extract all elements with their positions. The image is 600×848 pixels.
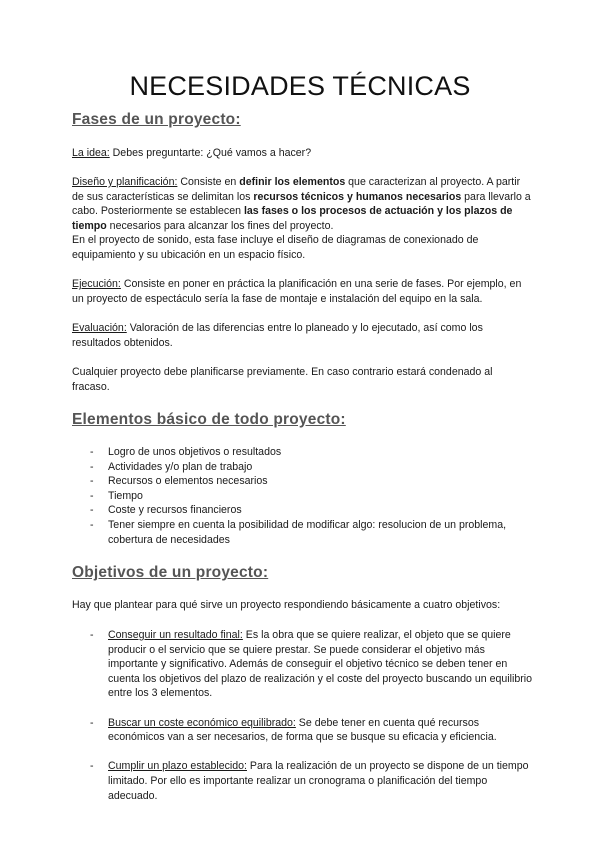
- objetivo-text: Se debe tener en cuenta qué recursos económicos van a ser necesarios, de forma que se busque su eficacia y eficiencia.: [108, 716, 497, 744]
- objetivos-intro: Hay que plantear para qué sirve un proyecto respondiendo básicamente a cuatro objetivos:: [72, 599, 501, 611]
- objetivo-text: Es la obra que se quiere realizar, el objeto que se quiere producir o el servicio que se quiere prestar. Se puede considerar el objetivo más importante y significativo. Además de conseguir el objetivo técnico se deben tener en cuenta los objetivos del plazo de realización y el coste del proyecto buscando un equilibrio entre los 3 elementos.: [108, 629, 533, 700]
- fase-diseno-text-2: que caracterizan al proyecto. A partir de sus características se delimitan los: [72, 176, 521, 203]
- list-item: - Tiempo: [72, 489, 542, 504]
- list-item: - Actividades y/o plan de trabajo: [72, 460, 542, 475]
- objetivos-heading: Objetivos de un proyecto:: [72, 564, 269, 581]
- list-item: - Coste y recursos financieros: [72, 503, 542, 518]
- list-item: [72, 759, 532, 803]
- objetivo-text: Para la realización de un proyecto se dispone de un tiempo limitado. Por ello es importante realizar un cronograma o planificación del tiempo adecuado.: [108, 760, 529, 802]
- fase-diseno-text-3: para llevarlo a cabo. Posteriormente se establecen: [72, 190, 531, 218]
- page-title: NECESIDADES TÉCNICAS: [129, 71, 471, 101]
- fase-ejecucion-label: Ejecución:: [72, 278, 121, 290]
- fases-heading: Fases de un proyecto:: [72, 111, 241, 128]
- fase-diseno-text-4: necesarios para alcanzar los fines del proyecto.: [106, 219, 334, 232]
- list-item: - Tener siempre en cuenta la posibilidad de modificar algo: resolucion de un problema, cobertura de necesidades: [72, 518, 542, 547]
- fase-evaluacion-label: Evaluación:: [72, 322, 127, 334]
- list-item: - Recursos o elementos necesarios: [72, 474, 542, 489]
- fases-cierre: Cualquier proyecto debe planificarse previamente. En caso contrario estará condenado al fracaso.: [72, 366, 493, 393]
- fase-idea-text: Debes preguntarte: ¿Qué vamos a hacer?: [109, 147, 312, 159]
- fase-ejecucion-text: Consiste en poner en práctica la planificación en una serie de fases. Por ejemplo, en un proyecto de espectáculo sería la fase de montaje e instalación del equipo en la sala.: [72, 278, 522, 305]
- objetivo-label: Buscar un coste económico equilibrado:: [108, 716, 296, 729]
- elementos-heading: Elementos básico de todo proyecto:: [72, 411, 346, 428]
- fase-diseno-bold-3: las fases o los procesos de actuación y los plazos de tiempo: [72, 205, 513, 232]
- fase-diseno-text-1: Consiste en: [177, 176, 240, 188]
- objetivo-label: Conseguir un resultado final:: [108, 629, 243, 641]
- fase-idea-label: La idea:: [72, 147, 110, 159]
- list-item: - Logro de unos objetivos o resultados: [72, 445, 542, 460]
- objetivo-label: Cumplir un plazo establecido:: [108, 760, 247, 773]
- fase-diseno-bold-1: definir los elementos: [239, 176, 346, 188]
- fase-idea: [72, 146, 532, 161]
- fase-diseno-bold-2: recursos técnicos y humanos necesarios: [253, 190, 462, 203]
- list-item: [72, 716, 532, 745]
- fase-diseno-label: Diseño y planificación:: [72, 176, 178, 188]
- fase-diseno-text-5: En el proyecto de sonido, esta fase incluye el diseño de diagramas de conexionado de equipamiento y su ubicación en un espacio físico.: [72, 234, 479, 261]
- fase-ejecucion: [72, 277, 532, 306]
- elementos-list: [72, 445, 542, 547]
- fase-diseno: [72, 175, 532, 263]
- fase-evaluacion: [72, 321, 532, 350]
- fase-evaluacion-text: Valoración de las diferencias entre lo planeado y lo ejecutado, así como los resultados obtenidos.: [72, 322, 483, 349]
- objetivos-list: [72, 628, 532, 818]
- list-item: [72, 628, 532, 701]
